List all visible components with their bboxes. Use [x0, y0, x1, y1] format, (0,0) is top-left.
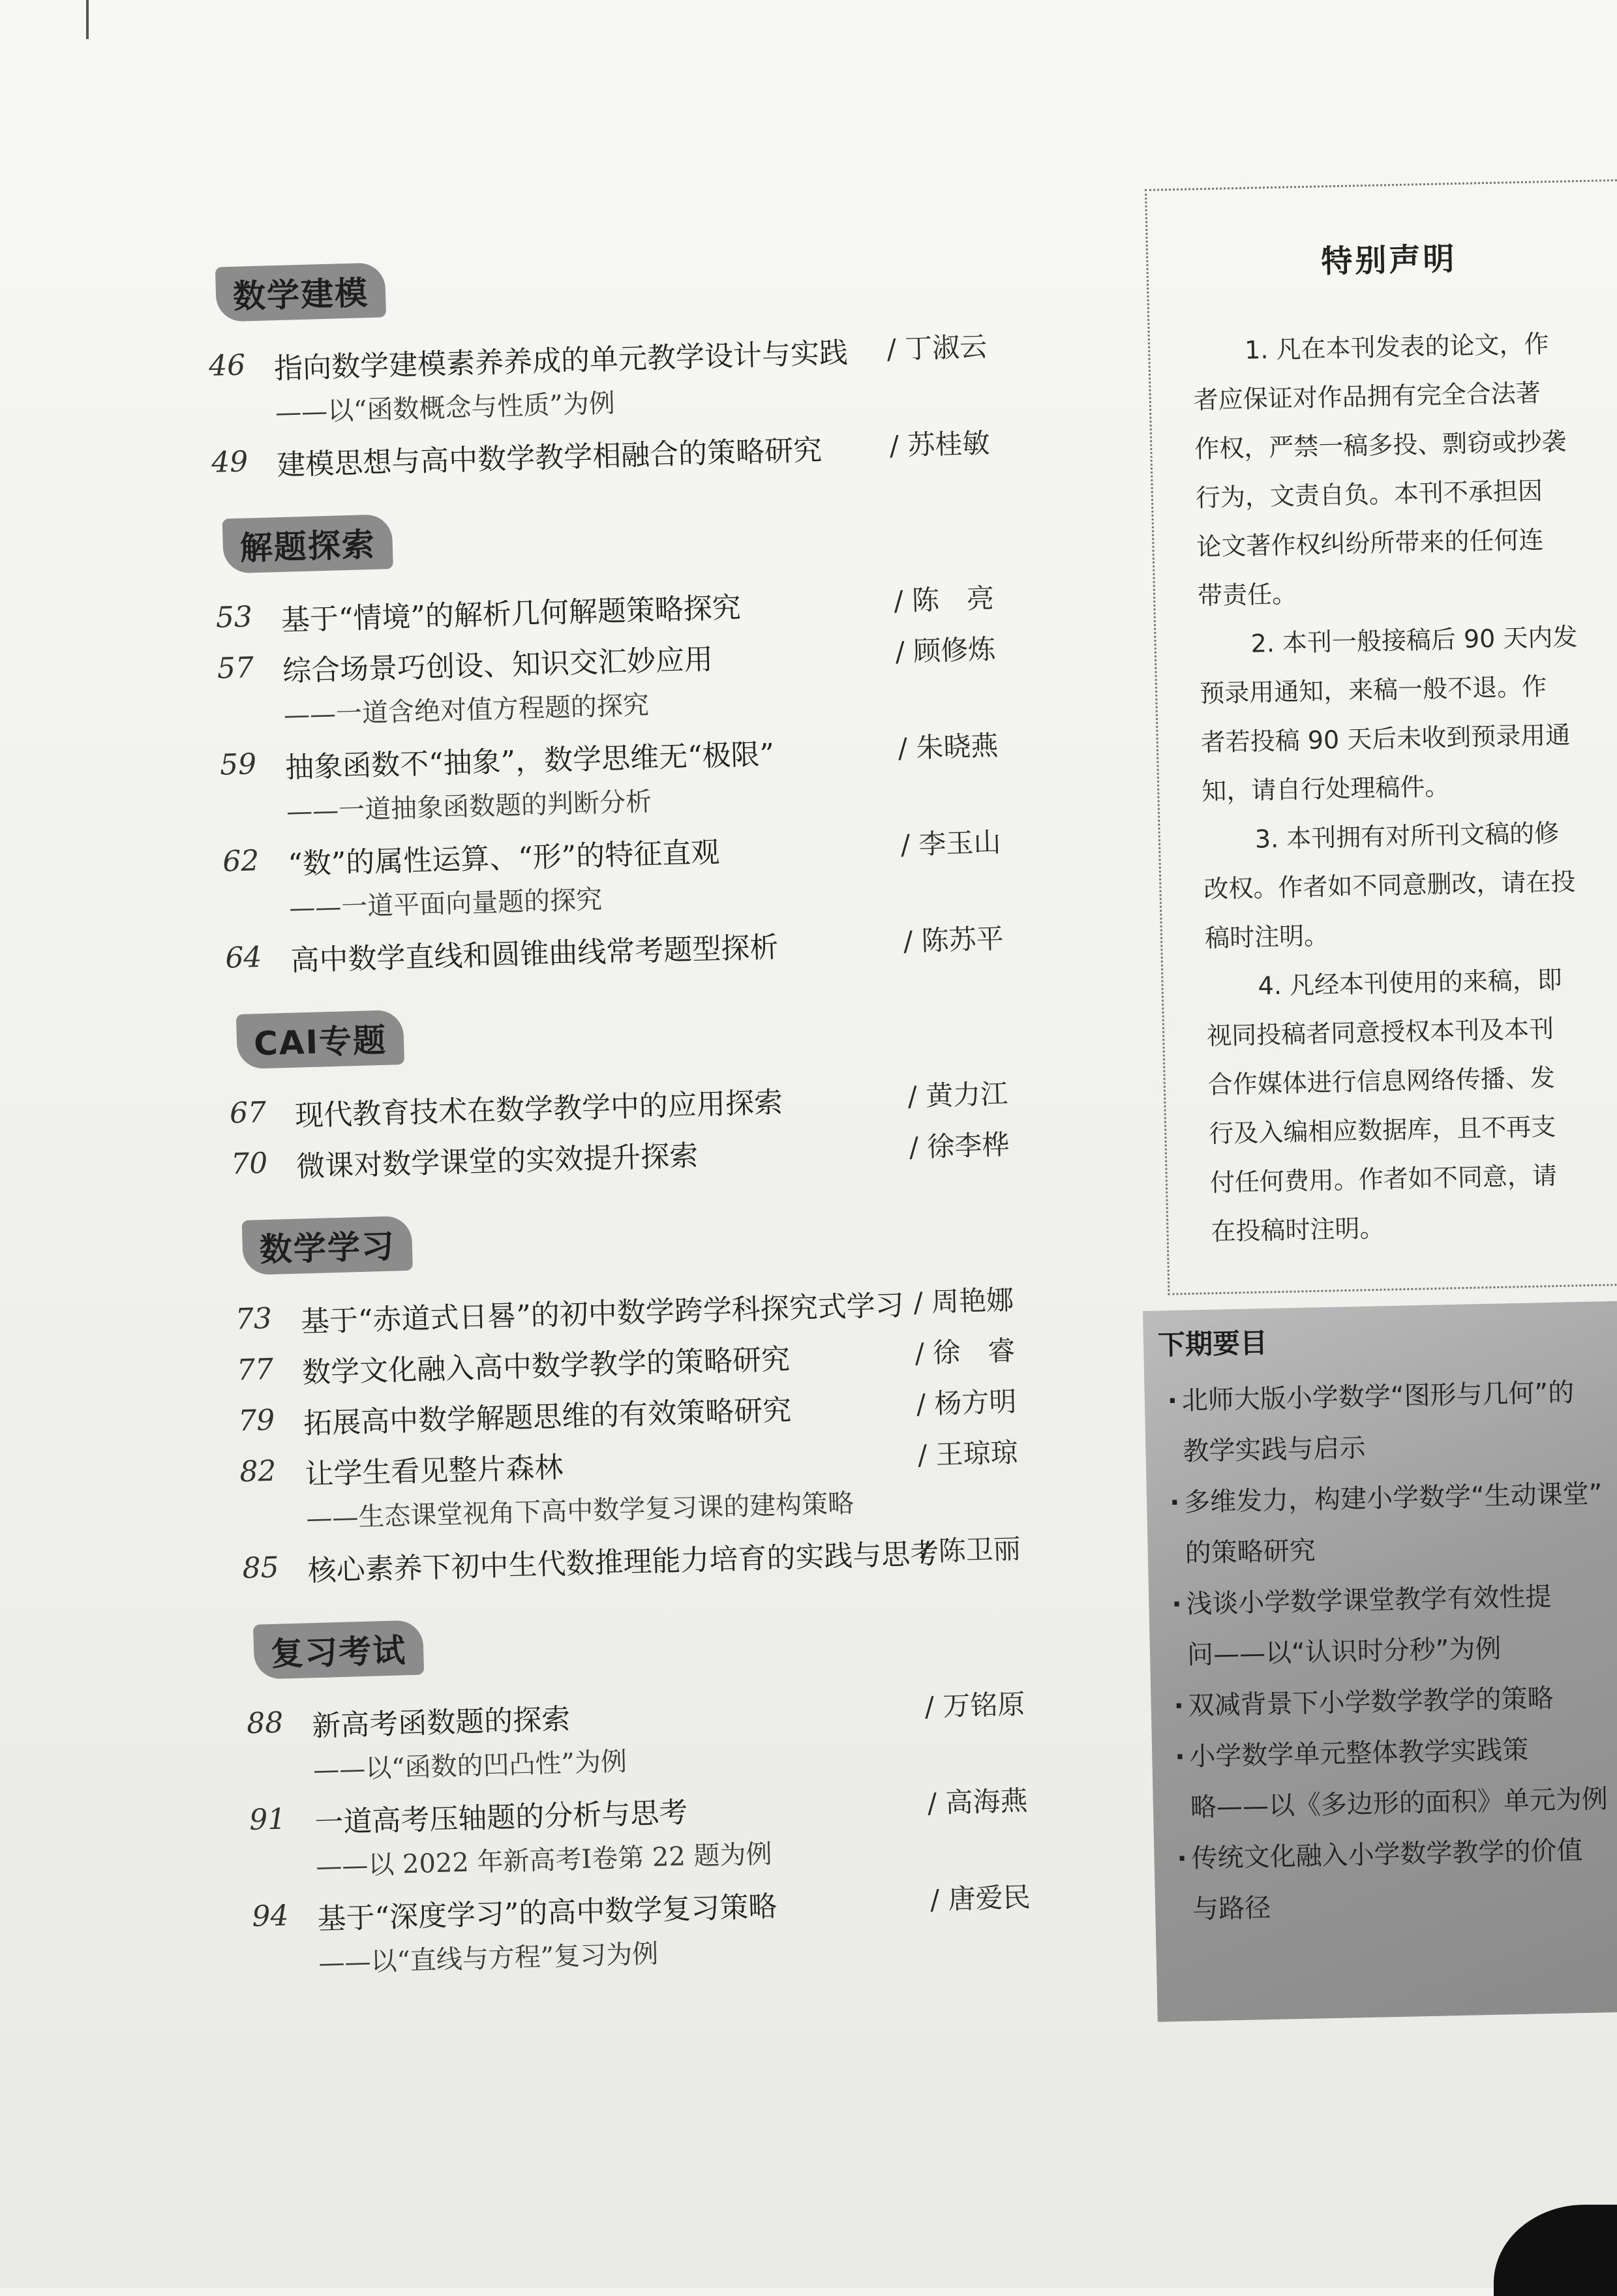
article-title: 微课对数学课堂的实效提升探索	[295, 1132, 699, 1185]
bullet-icon: ·	[1173, 1681, 1189, 1732]
next-issue-item-continuation	[1170, 1519, 1617, 1579]
article-title: 拓展高中数学解题思维的有效策略研究	[303, 1387, 791, 1442]
page-number: 70	[231, 1146, 290, 1181]
notice-line: 行及入编相应数据库，且不再支	[1209, 1100, 1617, 1158]
notice-line: 合作媒体进行信息网络传播、发	[1207, 1051, 1617, 1110]
section-tag: 数学学习	[242, 1216, 413, 1275]
article-title: 高中数学直线和圆锥曲线常考题型探析	[290, 924, 779, 979]
article-title: 建模思想与高中数学教学相融合的策略研究	[276, 427, 822, 483]
article-subtitle: ——一道含绝对值方程题的探究	[283, 684, 649, 732]
special-notice-box	[1145, 179, 1617, 1295]
notice-line: 4. 凡经本刊使用的来稿，即	[1205, 954, 1617, 1012]
next-issue-item-text: 双减背景下小学数学教学的策略	[1188, 1684, 1554, 1721]
page-number: 85	[242, 1550, 301, 1585]
toc-entry	[246, 1678, 1096, 1793]
notice-line: 者应保证对作品拥有完全合法著	[1193, 367, 1617, 425]
notice-line: 在投稿时注明。	[1211, 1198, 1617, 1256]
notice-line: 带责任。	[1197, 563, 1617, 621]
article-author: / 唐爱民	[929, 1874, 1087, 1918]
bullet-icon: ·	[1169, 1477, 1185, 1528]
article-subtitle: ——以“直线与方程”复习为例	[318, 1933, 659, 1980]
next-issue-item	[1169, 1468, 1617, 1528]
next-issue-list	[1167, 1367, 1617, 1935]
page-number: 59	[219, 747, 279, 781]
toc-entry	[252, 1871, 1102, 1986]
bullet-icon: ·	[1167, 1376, 1183, 1427]
article-subtitle: ——一道平面向量题的探究	[288, 879, 602, 924]
next-issue-item	[1177, 1824, 1617, 1884]
section-tag: 复习考试	[253, 1620, 424, 1680]
article-author: / 徐 睿	[914, 1328, 1072, 1372]
next-issue-item-text: 略——以《多边形的面积》单元为例	[1190, 1784, 1608, 1822]
next-issue-item-text: 传统文化融入小学数学教学的价值	[1191, 1835, 1583, 1874]
page-number: 73	[235, 1301, 294, 1336]
page-number: 64	[225, 940, 284, 974]
toc-entry	[249, 1775, 1098, 1890]
notice-line: 知，请自行处理稿件。	[1201, 759, 1617, 817]
bullet-icon: ·	[1175, 1732, 1190, 1783]
notice-line: 稿时注明。	[1204, 905, 1617, 963]
next-issue-item	[1171, 1570, 1617, 1630]
article-author: / 朱晓燕	[898, 723, 1055, 766]
next-issue-item-text: 的策略研究	[1185, 1536, 1316, 1569]
toc-section	[213, 476, 1074, 982]
article-subtitle: ——以 2022 年新高考Ⅰ卷第 22 题为例	[315, 1834, 772, 1884]
article-author: / 陈苏平	[903, 916, 1061, 959]
toc-entry	[217, 623, 1066, 738]
next-issue-item-continuation	[1177, 1875, 1617, 1935]
article-subtitle: ——以“函数概念与性质”为例	[275, 383, 615, 430]
notice-line: 论文著作权纠纷所带来的任何连	[1196, 514, 1617, 572]
next-issue-item-text: 多维发力，构建小学数学“生动课堂”	[1184, 1479, 1603, 1517]
next-issue-item-text: 北师大版小学数学“图形与几何”的	[1181, 1378, 1574, 1416]
notice-line: 3. 本刊拥有对所刊文稿的修	[1202, 808, 1617, 866]
next-issue-item	[1167, 1367, 1617, 1427]
article-title: 基于“情境”的解析几何解题策略探究	[280, 584, 742, 639]
article-title: 核心素养下初中生代数推理能力培育的实践与思考	[307, 1530, 939, 1589]
binding-edge	[86, 0, 89, 39]
toc-section	[243, 1582, 1102, 1986]
article-title: 让学生看见整片森林	[305, 1443, 564, 1492]
toc-section	[205, 224, 1060, 487]
article-author: / 陈卫丽	[920, 1526, 1078, 1569]
toc-entry	[208, 321, 1058, 436]
article-author: / 王琼琼	[917, 1430, 1075, 1473]
article-subtitle: ——生态课堂视角下高中数学复习课的建构策略	[306, 1483, 854, 1535]
article-author: / 陈 亮	[894, 575, 1051, 619]
page-number: 57	[217, 650, 276, 685]
article-author: / 徐李桦	[909, 1122, 1066, 1166]
article-author: / 杨方明	[916, 1379, 1074, 1423]
notice-line: 行为，文责自负。本刊不承担因	[1195, 465, 1617, 523]
section-tag: 数学建模	[215, 262, 386, 322]
toc-entry	[239, 1427, 1089, 1541]
next-issue-item-text: 小学数学单元整体教学实践策	[1189, 1735, 1529, 1772]
next-issue-title: 下期要目	[1157, 1322, 1267, 1363]
section-tag: 解题探索	[222, 514, 393, 573]
toc-entry	[219, 719, 1069, 834]
article-subtitle: ——以“函数的凹凸性”为例	[312, 1741, 627, 1787]
next-issue-box	[1143, 1301, 1617, 2022]
article-title: 新高考函数题的探索	[311, 1695, 571, 1744]
article-title: 基于“赤道式日晷”的初中数学跨学科探究式学习	[300, 1282, 904, 1340]
notice-line: 付任何费用。作者如不同意，请	[1209, 1149, 1617, 1207]
article-author: / 苏桂敏	[889, 420, 1047, 464]
article-title: 一道高考压轴题的分析与思考	[314, 1789, 688, 1841]
toc-section	[226, 971, 1080, 1188]
article-title: “数”的属性运算、“形”的特征直观	[287, 828, 720, 882]
notice-title: 特别声明	[1321, 234, 1457, 281]
table-of-contents	[205, 224, 1102, 1999]
page-number: 49	[211, 444, 270, 479]
article-author: / 顾修炼	[895, 626, 1053, 670]
page-number: 77	[236, 1352, 295, 1387]
next-issue-item-text: 浅谈小学数学课堂教学有效性提	[1186, 1582, 1552, 1620]
page-number: 82	[239, 1454, 299, 1488]
article-title: 基于“深度学习”的高中数学复习策略	[317, 1883, 778, 1938]
notice-body	[1192, 318, 1617, 1257]
section-tag: CAI专题	[236, 1010, 404, 1069]
article-title: 现代教育技术在数学教学中的应用探索	[294, 1079, 783, 1134]
article-author: / 万铭原	[924, 1681, 1082, 1725]
page-number: 88	[246, 1706, 305, 1740]
article-author: / 周艳娜	[913, 1277, 1071, 1321]
next-issue-item	[1173, 1672, 1617, 1732]
page-number: 79	[238, 1403, 297, 1438]
bullet-icon: ·	[1177, 1834, 1192, 1884]
notice-line: 视同投稿者同意授权本刊及本刊	[1206, 1003, 1617, 1061]
notice-line: 者若投稿 90 天后未收到预录用通	[1200, 710, 1617, 768]
article-author: / 丁淑云	[886, 324, 1044, 367]
notice-line: 改权。作者如不同意删改，请在投	[1203, 856, 1617, 914]
article-author: / 黄力江	[907, 1071, 1065, 1115]
notice-line: 2. 本刊一般接稿后 90 天内发	[1198, 612, 1617, 670]
article-title: 数学文化融入高中数学教学的策略研究	[301, 1336, 790, 1391]
page-number: 67	[229, 1095, 288, 1130]
next-issue-item	[1175, 1723, 1617, 1783]
toc-entry	[222, 816, 1072, 931]
bullet-icon: ·	[1171, 1579, 1187, 1630]
next-issue-item-text: 教学实践与启示	[1183, 1433, 1366, 1467]
next-issue-item-continuation	[1175, 1774, 1617, 1834]
article-subtitle: ——一道抽象函数题的判断分析	[286, 781, 652, 828]
page-number: 53	[215, 599, 275, 634]
notice-line: 预录用通知，来稿一般不退。作	[1199, 661, 1617, 719]
article-title: 抽象函数不“抽象”，数学思维无“极限”	[284, 731, 774, 786]
page-number: 94	[252, 1898, 311, 1933]
article-title: 综合场景巧创设、知识交汇妙应用	[282, 636, 714, 689]
notice-line: 1. 凡在本刊发表的论文，作	[1192, 318, 1617, 376]
page-number: 91	[249, 1802, 309, 1837]
page-number: 62	[222, 843, 282, 878]
next-issue-item-text: 与路径	[1192, 1893, 1271, 1925]
article-author: / 高海燕	[927, 1777, 1085, 1821]
article-title: 指向数学建模素养养成的单元教学设计与实践	[273, 329, 848, 387]
page-number: 46	[208, 348, 267, 382]
next-issue-item-text: 问——以“认识时分秒”为例	[1187, 1634, 1502, 1670]
toc-section	[232, 1177, 1091, 1592]
next-issue-item-continuation	[1168, 1417, 1617, 1477]
next-issue-item-continuation	[1172, 1621, 1617, 1681]
article-author: / 李玉山	[900, 819, 1058, 863]
notice-line: 作权，严禁一稿多投、剽窃或抄袭	[1194, 416, 1617, 474]
